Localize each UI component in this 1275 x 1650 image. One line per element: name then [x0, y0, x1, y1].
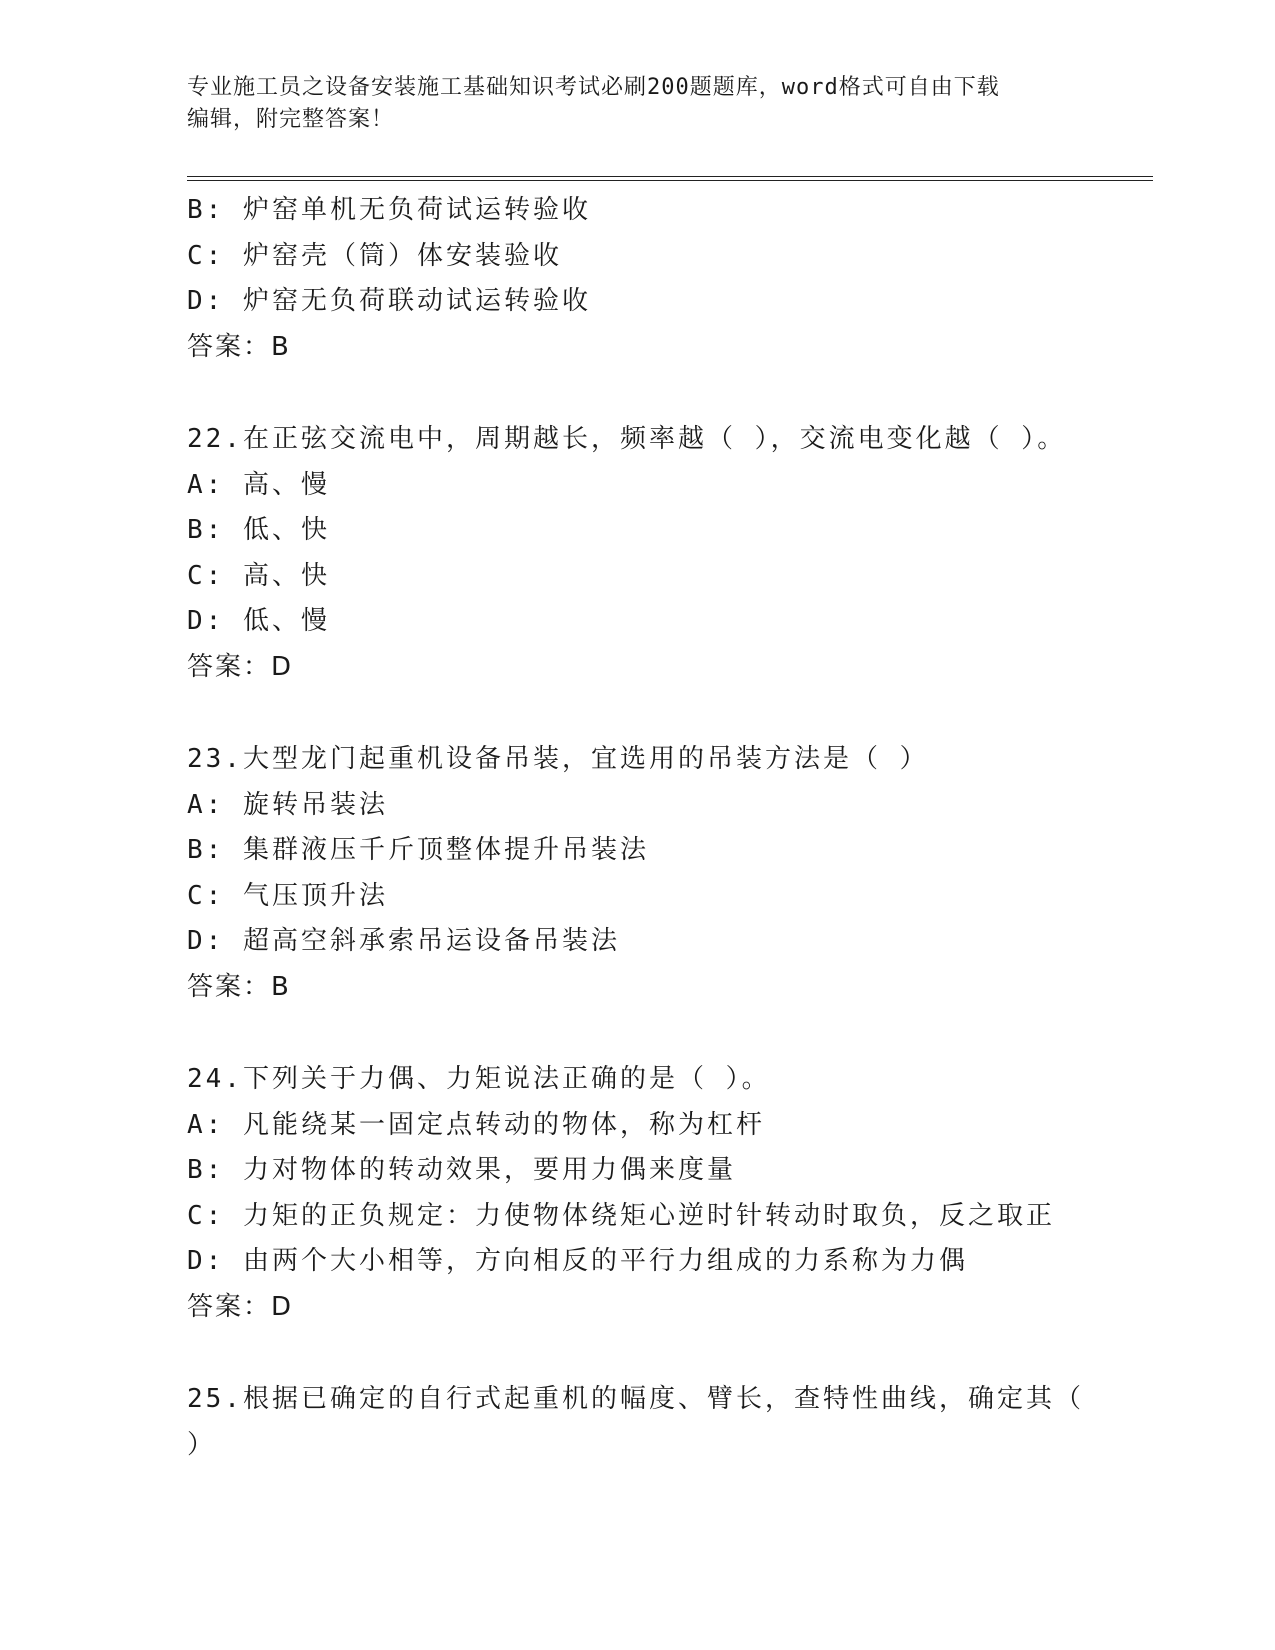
answer: 答案：D: [187, 651, 294, 682]
answer: 答案：B: [187, 971, 291, 1002]
header-title-line-2: 编辑，附完整答案！: [187, 107, 395, 132]
question-25: [187, 1377, 1127, 1468]
question-content: [187, 188, 1127, 1468]
option-d: D: 低、慢: [187, 606, 330, 636]
answer: 答案：D: [187, 1291, 294, 1322]
option-a: A: 旋转吊装法: [187, 789, 388, 820]
option-b: B: 炉窑单机无负荷试运转验收: [187, 195, 591, 225]
option-c: C: 力矩的正负规定：力使物体绕矩心逆时针转动时取负，反之取正: [187, 1200, 1055, 1231]
question-stem: 23.大型龙门起重机设备吊装，宜选用的吊装方法是（ ）: [187, 744, 929, 774]
question-22: [187, 417, 1127, 690]
option-c: C: 炉窑壳（筒）体安装验收: [187, 240, 562, 271]
option-c: C: 高、快: [187, 560, 330, 591]
option-a: A: 凡能绕某一固定点转动的物体，称为杠杆: [187, 1109, 765, 1140]
question-stem-line-2: ）: [187, 1429, 217, 1460]
answer: 答案：B: [187, 331, 291, 362]
option-b: B: 力对物体的转动效果，要用力偶来度量: [187, 1155, 736, 1185]
document-header: [187, 72, 1087, 136]
option-d: D: 炉窑无负荷联动试运转验收: [187, 286, 591, 316]
option-b: B: 低、快: [187, 515, 330, 545]
question-stem: 24.下列关于力偶、力矩说法正确的是（ ）。: [187, 1064, 771, 1094]
option-b: B: 集群液压千斤顶整体提升吊装法: [187, 835, 649, 865]
option-d: D: 超高空斜承索吊运设备吊装法: [187, 926, 620, 956]
question-23: [187, 737, 1127, 1010]
question-stem: 22.在正弦交流电中，周期越长，频率越（ ），交流电变化越（ ）。: [187, 424, 1067, 454]
question-stem-line-1: 25.根据已确定的自行式起重机的幅度、臂长，查特性曲线，确定其（: [187, 1384, 1084, 1414]
header-title-line-1: 专业施工员之设备安装施工基础知识考试必刷200题题库，word格式可自由下载: [187, 75, 1000, 100]
question-24: [187, 1057, 1127, 1330]
header-divider: [187, 176, 1153, 181]
option-d: D: 由两个大小相等，方向相反的平行力组成的力系称为力偶: [187, 1246, 968, 1276]
option-c: C: 气压顶升法: [187, 880, 388, 911]
option-a: A: 高、慢: [187, 469, 330, 500]
partial-question: [187, 188, 1127, 370]
